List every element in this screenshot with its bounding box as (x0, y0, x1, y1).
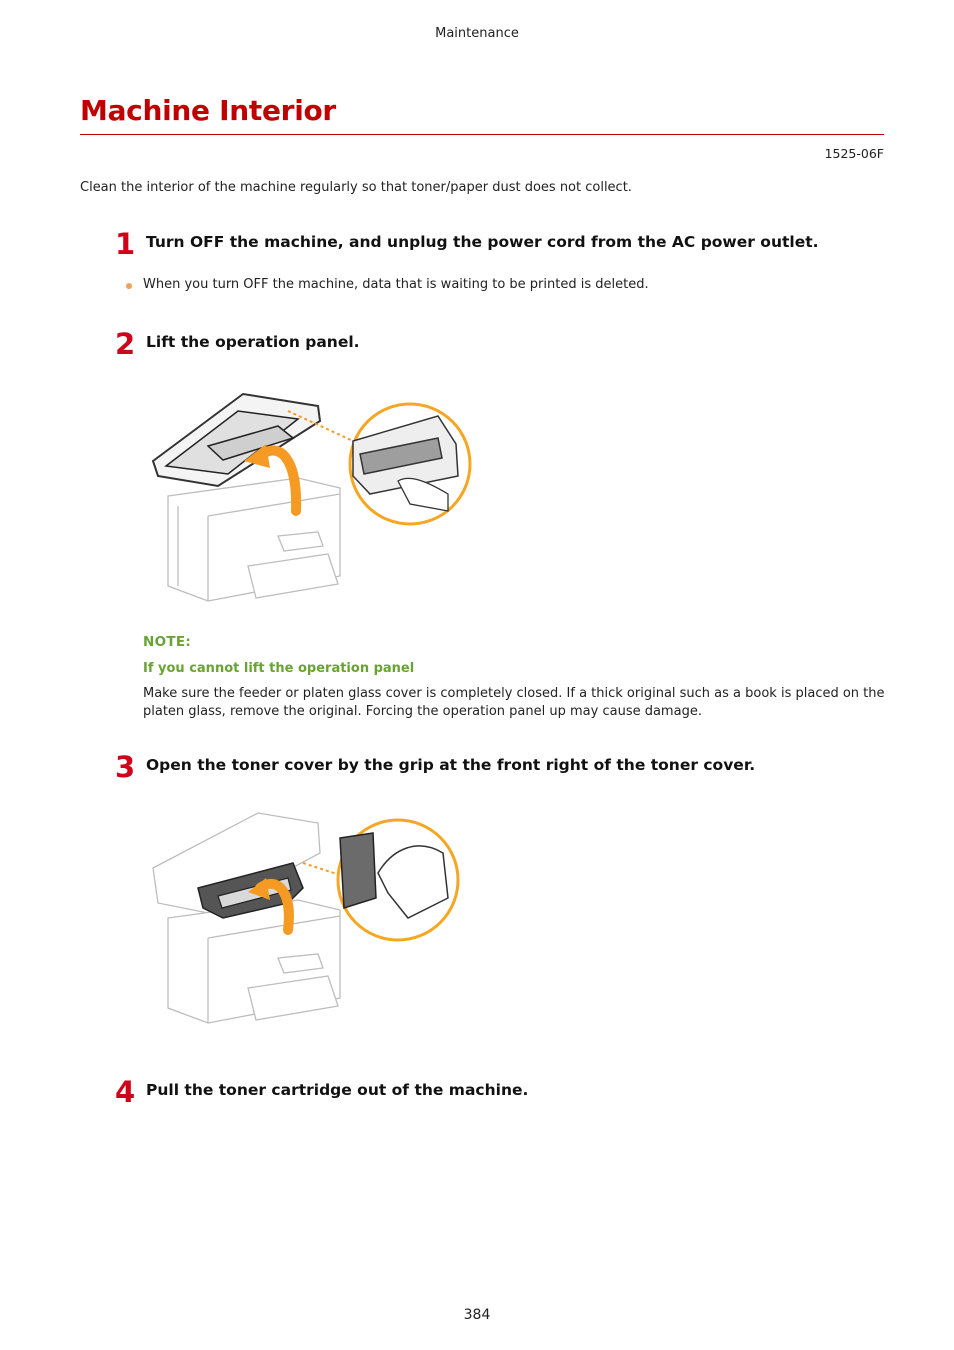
page-number: 384 (463, 1307, 491, 1323)
running-header: Maintenance (435, 26, 519, 41)
note-body: Make sure the feeder or platen glass cover is completely closed. If a thick original such as a book is placed on the platen glass, remove the original. Forcing the operation panel up may cause damage. (143, 686, 885, 719)
step-1-text: Turn OFF the machine, and unplug the power cord from the AC power outlet. (146, 233, 819, 251)
step-3-number: 3 (115, 750, 136, 784)
step-2-text: Lift the operation panel. (146, 333, 360, 351)
note-heading: If you cannot lift the operation panel (143, 661, 415, 676)
page-title: Machine Interior (80, 94, 336, 127)
document-code: 1525-06F (824, 146, 884, 161)
step-4-number: 4 (115, 1075, 136, 1109)
step-2-number: 2 (115, 327, 136, 361)
title-rule (80, 134, 884, 135)
step-1-bullet: When you turn OFF the machine, data that is waiting to be printed is deleted. (143, 277, 649, 292)
note-label: NOTE: (143, 634, 192, 650)
step-3-text: Open the toner cover by the grip at the front right of the toner cover. (146, 756, 756, 774)
step-4-text: Pull the toner cartridge out of the machine. (146, 1081, 529, 1099)
intro-text: Clean the interior of the machine regularly so that toner/paper dust does not collect. (80, 180, 632, 195)
lift-operation-panel-illustration (148, 386, 478, 616)
open-toner-cover-illustration (148, 808, 478, 1038)
bullet-icon (126, 283, 132, 289)
step-1-number: 1 (115, 227, 136, 261)
